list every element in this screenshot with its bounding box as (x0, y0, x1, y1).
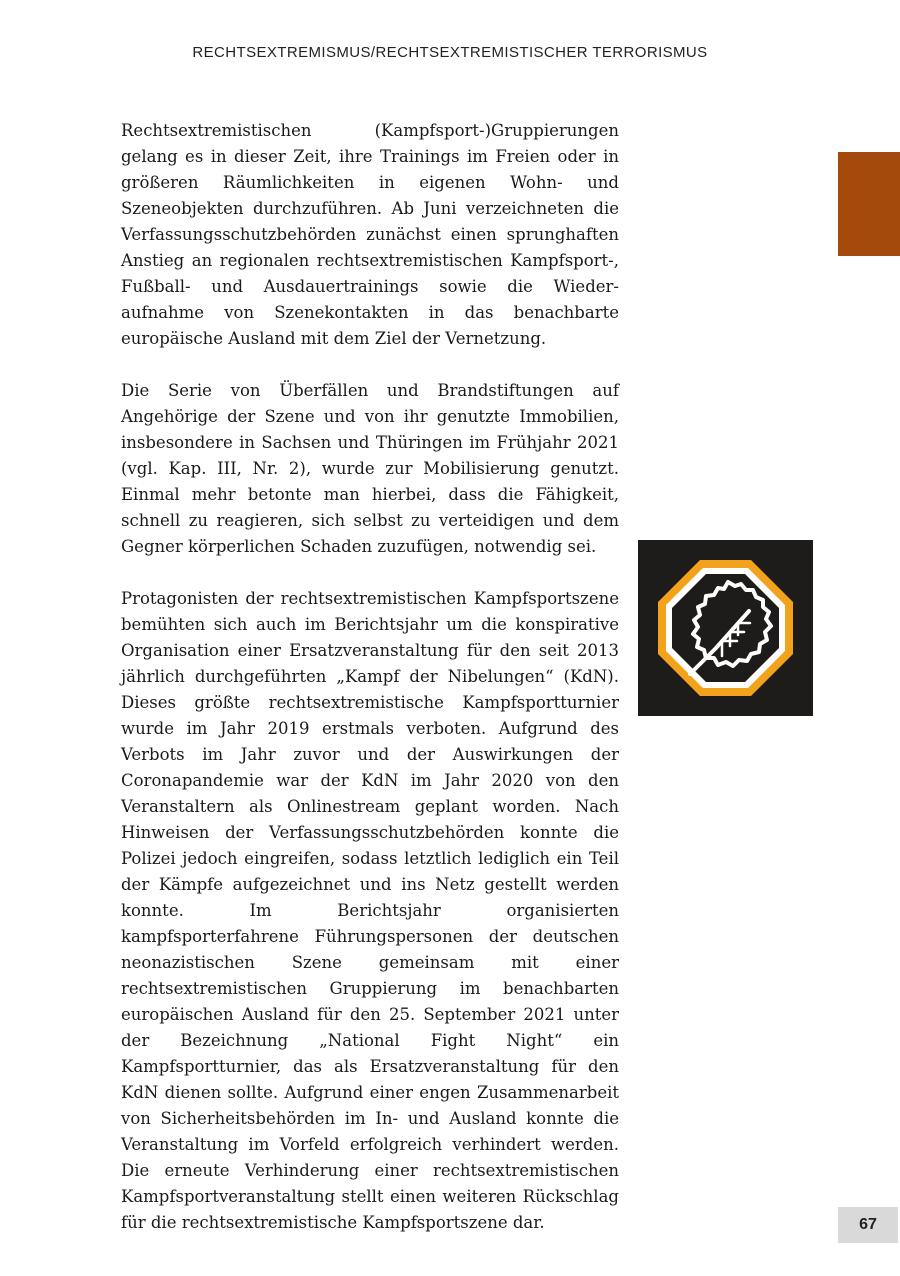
kdn-leaf-logo (638, 540, 813, 716)
page-number: 67 (838, 1207, 898, 1243)
paragraph-2: Die Serie von Überfällen und Brandstiftungen auf Angehörige der Szene und von ihr genutzte Immobilien, insbesondere in Sachsen und Thüringen im Frühjahr 2021 (vgl. Kap. III, Nr. 2), wurde zur Mobilisierung genutzt. Einmal mehr betonte man hierbei, dass die Fähigkeit, schnell zu reagieren, sich selbst zu verteidigen und dem Gegner körperlichen Schaden zuzufügen, notwendig sei. (121, 381, 619, 556)
paragraph-1: Rechtsextremistischen (Kampfsport-)Gruppierungen gelang es in dieser Zeit, ihre Trainings im Freien oder in größeren Räumlichkeiten in eigenen Wohn- und Szeneobjekten durchzuführen. Ab Juni verzeichneten die Verfassungsschutzbehörden zunächst einen sprunghaften Anstieg an regionalen rechtsextremistischen Kampfsport-, Fußball- und Ausdauertrainings sowie die Wiederaufnahme von Szenekontakten in das benachbarte europäische Ausland mit dem Ziel der Vernetzung. (121, 121, 619, 348)
running-header: RECHTSEXTREMISMUS/RECHTSEXTREMISTISCHER TERRORISMUS (192, 44, 708, 61)
paragraph-3: Protagonisten der rechtsextremistischen Kampfsportszene bemühten sich auch im Berichtsjahr um die konspirative Organisation einer Ersatzveranstaltung für den seit 2013 jährlich durchgeführten „Kampf der Nibelungen“ (KdN). Dieses größte rechtsextremistische Kampfsportturnier wurde im Jahr 2019 erstmals verboten. Aufgrund des Verbots im Jahr zuvor und der Auswirkungen der Coronapandemie war der KdN im Jahr 2020 von den Veranstaltern als Onlinestream geplant worden. Nach Hinweisen der Verfassungsschutzbehörden konnte die Polizei jedoch eingreifen, sodass letztlich lediglich ein Teil der Kämpfe aufgezeichnet und ins Netz gestellt werden konnte. Im Berichtsjahr organisierten kampfsporterfahrene Führungspersonen der deutschen neonazistischen Szene gemeinsam mit einer rechtsextremistischen Gruppierung im benachbarten europäischen Ausland für den 25. September 2021 unter der Bezeichnung „National Fight Night“ ein Kampfsportturnier, das als Ersatzveranstaltung für den KdN dienen sollte. Aufgrund einer engen Zusammenarbeit von Sicherheitsbehörden im In- und Ausland konnte die Veranstaltung im Vorfeld erfolgreich verhindert werden. Die erneute Verhinderung einer rechtsextremistischen Kampfsportveranstaltung stellt einen weiteren Rückschlag für die rechtsextremistische Kampfsportszene dar. (121, 589, 619, 1232)
body-text (121, 118, 619, 1262)
leaf-octagon-icon (638, 540, 813, 716)
chapter-side-tab (838, 152, 900, 256)
